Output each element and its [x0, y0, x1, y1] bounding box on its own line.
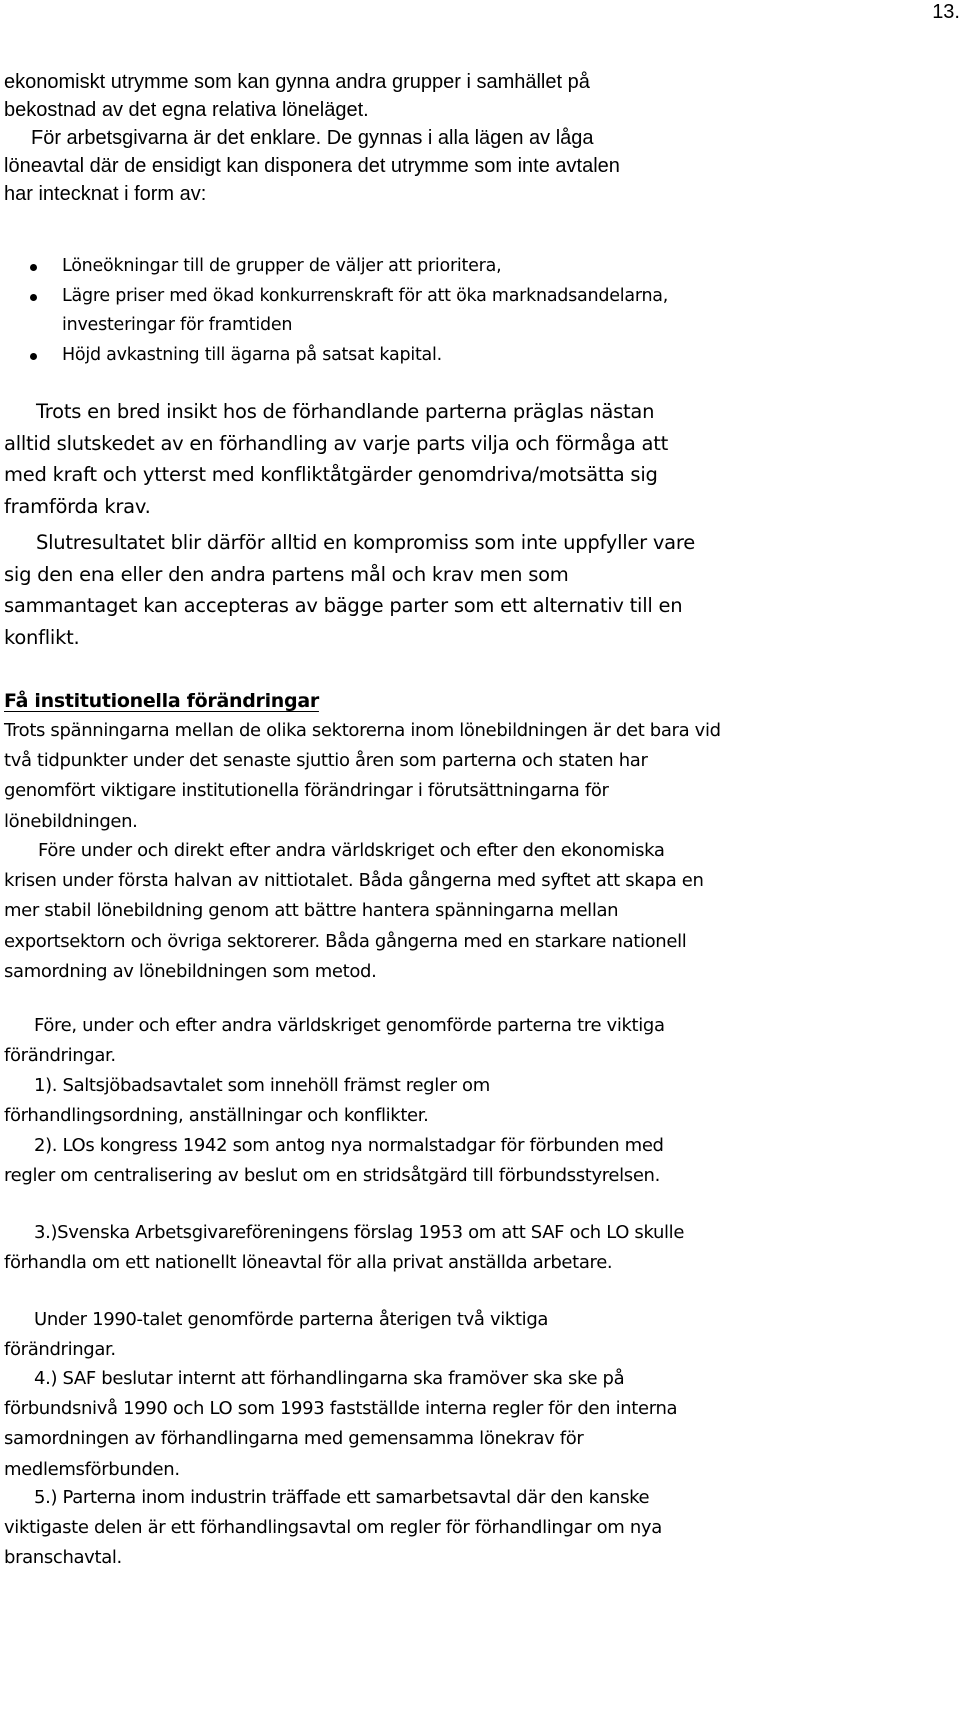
intro-line-2: bekostnad av det egna relativa löneläget. [4, 99, 369, 121]
paragraph-result: Slutresultatet blir därför alltid en kompromiss som inte uppfyller vare sig den ena eller den andra partens mål och krav men som sammantaget kan accepteras av bägge parter som ett alternativ till en konflikt. [4, 531, 695, 649]
section-paragraph-3: Före, under och efter andra världskriget genomförde parterna tre viktiga förändringar. [4, 1015, 665, 1067]
bullet-dot-icon [30, 353, 37, 360]
intro-paragraph [4, 68, 954, 208]
section-heading: Få institutionella förändringar [4, 690, 319, 712]
numbered-item-4: 4.) SAF beslutar internt att förhandlingarna ska framöver ska ske på förbundsnivå 1990 och LO som 1993 fastställde interna regler för den interna samordningen av förhandlingarna med gemensamma lönekrav för medlemsförbunden. [4, 1368, 678, 1480]
intro-line-3: För arbetsgivarna är det enklare. De gynnas i alla lägen av låga [31, 127, 594, 149]
bullet-item [30, 282, 930, 341]
bullet-text: Löneökningar till de grupper de väljer att prioritera, [62, 256, 502, 276]
page-number: 13. [932, 1, 960, 23]
bullet-dot-icon [30, 264, 37, 271]
bullet-dot-icon [30, 294, 37, 301]
section-paragraph-1: Trots spänningarna mellan de olika sektorerna inom lönebildningen är det bara vid två tidpunkter under det senaste sjuttio åren som parterna och staten har genomfört viktigare institutionella förändringar i förutsättningarna för lönebildningen. [4, 720, 721, 832]
intro-line-1: ekonomiskt utrymme som kan gynna andra grupper i samhället på [4, 71, 590, 93]
section-paragraph-4: Under 1990-talet genomförde parterna återigen två viktiga förändringar. [4, 1309, 549, 1361]
section-paragraph-2: Före under och direkt efter andra världskriget och efter den ekonomiska krisen under första halvan av nittiotalet. Båda gångerna med syftet att skapa en mer stabil lönebildning genom att bättre hantera spänningarna mellan exportsektorn och övriga sektorerer. Båda gångerna med en starkare nationell samordning av lönebildningen som metod. [4, 840, 704, 982]
bullet-list [30, 252, 930, 370]
intro-line-4: löneavtal där de ensidigt kan disponera det utrymme som inte avtalen [4, 155, 620, 177]
numbered-item-2: 2). LOs kongress 1942 som antog nya normalstadgar för förbunden med regler om centralisering av beslut om en stridsåtgärd till förbundsstyrelsen. [4, 1135, 664, 1187]
numbered-item-3: 3.)Svenska Arbetsgivareföreningens förslag 1953 om att SAF och LO skulle förhandla om ett nationellt löneavtal för alla privat anställda arbetare. [4, 1222, 685, 1274]
bullet-item [30, 341, 930, 371]
bullet-item [30, 252, 930, 282]
numbered-item-1: 1). Saltsjöbadsavtalet som innehöll främst regler om förhandlingsordning, anställningar och konflikter. [4, 1075, 490, 1127]
bullet-text: Höjd avkastning till ägarna på satsat kapital. [62, 344, 442, 365]
paragraph-negotiation: Trots en bred insikt hos de förhandlande parterna präglas nästan alltid slutskedet av en förhandling av varje parts vilja och förmåga att med kraft och ytterst med konfliktåtgärder genomdriva/motsätta sig framförda krav. [4, 400, 668, 518]
bullet-text: Lägre priser med ökad konkurrenskraft för att öka marknadsandelarna, investeringar för framtiden [62, 285, 669, 335]
numbered-item-5: 5.) Parterna inom industrin träffade ett samarbetsavtal där den kanske viktigaste delen är ett förhandlingsavtal om regler för förhandlingar om nya branschavtal. [4, 1487, 662, 1569]
intro-line-5: har intecknat i form av: [4, 183, 207, 205]
